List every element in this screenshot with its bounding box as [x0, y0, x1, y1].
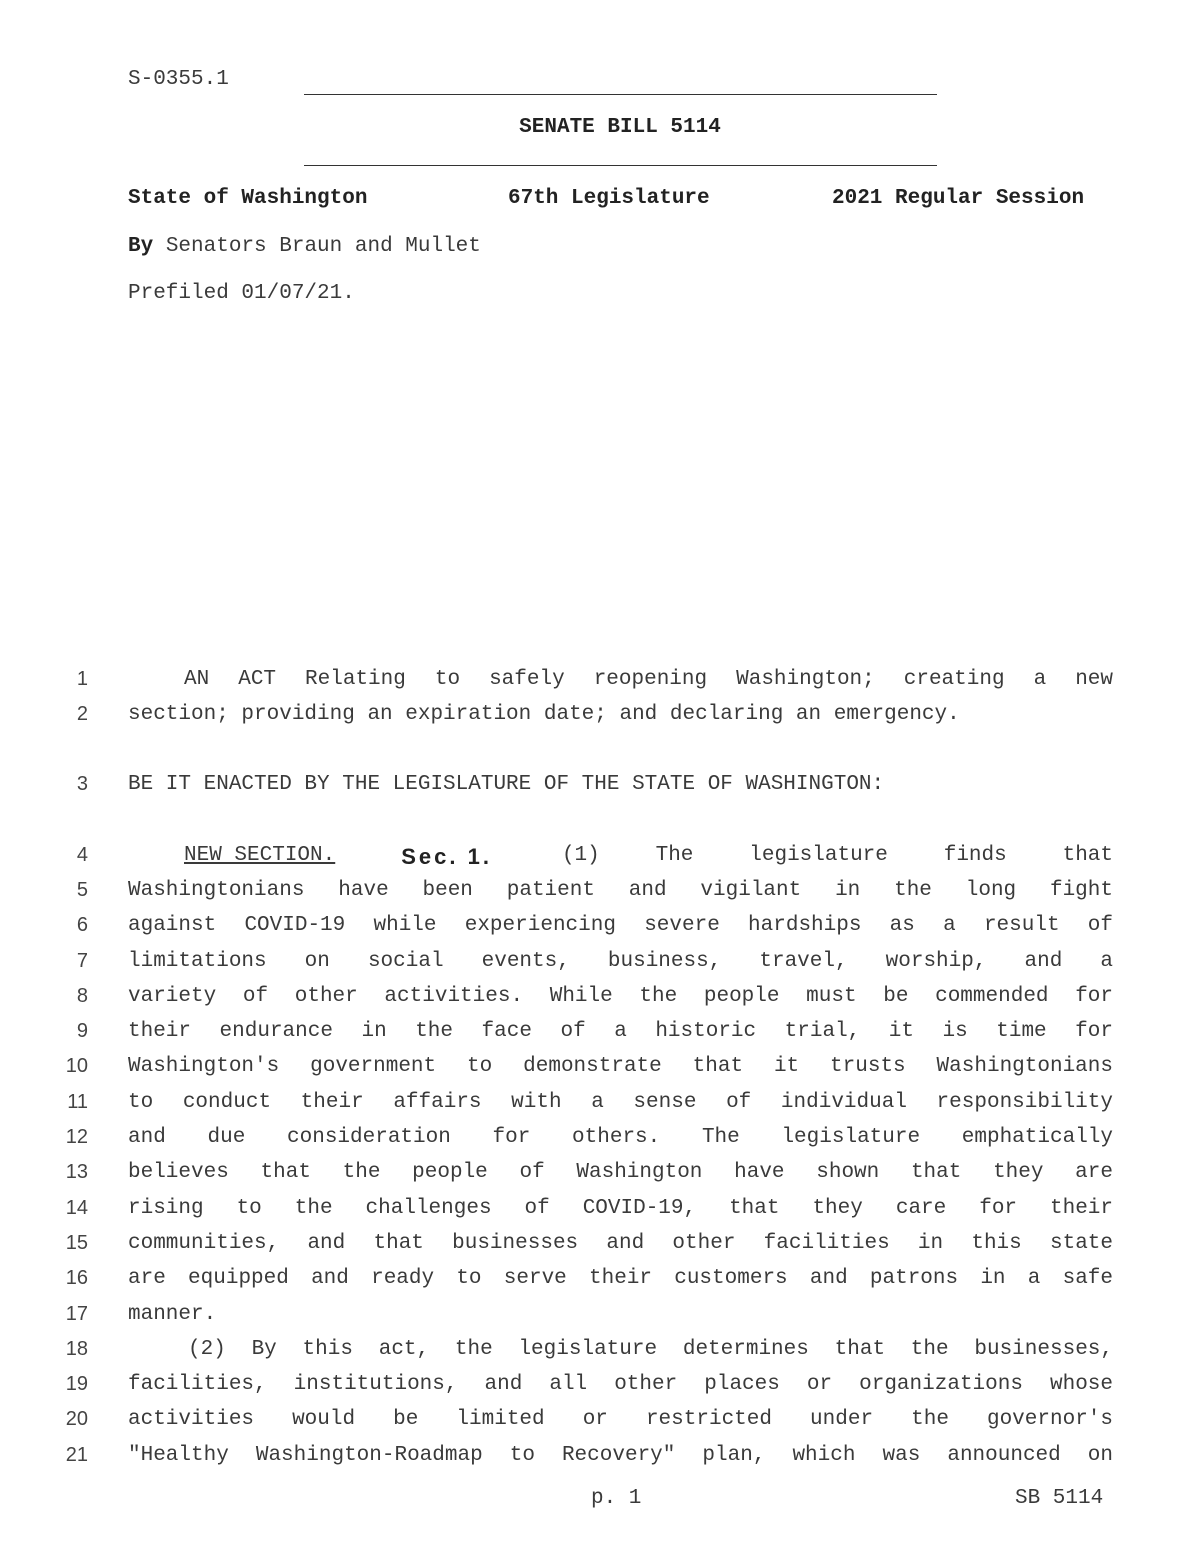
session-label: 2021 Regular Session — [832, 187, 1085, 210]
act-title-line: AN ACT Relating to safely reopening Washington; creating a new — [184, 668, 1113, 691]
text-line — [0, 914, 1200, 949]
body-text: "Healthy Washington-Roadmap to Recovery" plan, which was announced on — [128, 1444, 1113, 1467]
line-number: 10 — [65, 1055, 88, 1077]
page-number: p. 1 — [591, 1487, 642, 1510]
body-text: against COVID-19 while experiencing severe hardships as a result of — [128, 914, 1113, 937]
body-text: their endurance in the face of a historic trial, it is time for — [128, 1020, 1113, 1043]
body-text: (2) By this act, the legislature determines that the businesses, — [188, 1338, 1113, 1361]
line-number: 19 — [65, 1373, 88, 1395]
line-number: 14 — [65, 1197, 88, 1219]
state-label: State of Washington — [128, 187, 368, 210]
text-line — [0, 1232, 1200, 1267]
title-rule-bottom — [304, 165, 937, 166]
new-section-label: NEW SECTION. — [184, 844, 336, 867]
text-line — [0, 1444, 1200, 1479]
text-line — [0, 1197, 1200, 1232]
document-id: S-0355.1 — [128, 68, 229, 91]
text-line — [0, 1338, 1200, 1373]
text-line — [0, 1161, 1200, 1196]
line-number: 9 — [76, 1020, 88, 1042]
line-number: 2 — [76, 703, 88, 725]
line-number: 12 — [65, 1126, 88, 1148]
text-line — [0, 1020, 1200, 1055]
enacting-clause: BE IT ENACTED BY THE LEGISLATURE OF THE STATE OF WASHINGTON: — [128, 773, 885, 796]
text-line — [0, 985, 1200, 1020]
text-line — [0, 844, 1200, 879]
body-text: Washingtonians have been patient and vigilant in the long fight — [128, 879, 1113, 902]
line-number: 4 — [76, 844, 88, 866]
body-text: communities, and that businesses and other facilities in this state — [128, 1232, 1113, 1255]
legislature-label: 67th Legislature — [508, 187, 710, 210]
line-number: 18 — [65, 1338, 88, 1360]
text-line — [0, 879, 1200, 914]
body-text: activities would be limited or restricted under the governor's — [128, 1408, 1113, 1431]
sponsors-line — [128, 235, 481, 258]
text-line — [0, 668, 1200, 703]
act-title-line: section; providing an expiration date; and declaring an emergency. — [128, 703, 960, 726]
section-heading-line — [184, 844, 1113, 874]
text-line — [0, 1126, 1200, 1161]
line-number: 5 — [76, 879, 88, 901]
text-line — [0, 1091, 1200, 1126]
line-number: 13 — [65, 1161, 88, 1183]
by-label: By — [128, 235, 154, 258]
body-text: to conduct their affairs with a sense of individual responsibility — [128, 1091, 1113, 1114]
text-line — [0, 950, 1200, 985]
line-number: 3 — [76, 773, 88, 795]
line-number: 21 — [65, 1444, 88, 1466]
body-text: facilities, institutions, and all other places or organizations whose — [128, 1373, 1113, 1396]
line-number: 17 — [65, 1303, 88, 1325]
line-number: 1 — [76, 668, 88, 690]
section-number: Sec. 1. — [401, 844, 492, 869]
body-text: and due consideration for others. The legislature emphatically — [128, 1126, 1113, 1149]
text-line — [0, 773, 1200, 808]
body-text: rising to the challenges of COVID-19, that they care for their — [128, 1197, 1113, 1220]
text-line — [0, 1267, 1200, 1302]
text-line — [0, 1373, 1200, 1408]
line-number: 6 — [76, 914, 88, 936]
prefiled-date: Prefiled 01/07/21. — [128, 282, 355, 305]
body-text: Washington's government to demonstrate that it trusts Washingtonians — [128, 1055, 1113, 1078]
sponsors: Senators Braun and Mullet — [165, 235, 481, 258]
footer-bill-ref: SB 5114 — [1015, 1487, 1104, 1510]
line-number: 7 — [76, 950, 88, 972]
section-text: (1) The legislature finds that — [561, 844, 1113, 867]
text-line — [0, 1408, 1200, 1443]
bill-title: SENATE BILL 5114 — [519, 116, 721, 139]
text-line — [0, 1303, 1200, 1338]
line-number: 20 — [65, 1408, 88, 1430]
line-number: 11 — [67, 1091, 88, 1113]
body-text: manner. — [128, 1303, 217, 1326]
body-text: limitations on social events, business, travel, worship, and a — [128, 950, 1113, 973]
line-number: 15 — [65, 1232, 88, 1254]
text-line — [0, 1055, 1200, 1090]
body-text: variety of other activities. While the people must be commended for — [128, 985, 1113, 1008]
body-text: are equipped and ready to serve their customers and patrons in a safe — [128, 1267, 1113, 1290]
text-line — [0, 703, 1200, 738]
line-number: 8 — [76, 985, 88, 1007]
title-rule-top — [304, 94, 937, 95]
line-number: 16 — [65, 1267, 88, 1289]
body-text: believes that the people of Washington have shown that they are — [128, 1161, 1113, 1184]
